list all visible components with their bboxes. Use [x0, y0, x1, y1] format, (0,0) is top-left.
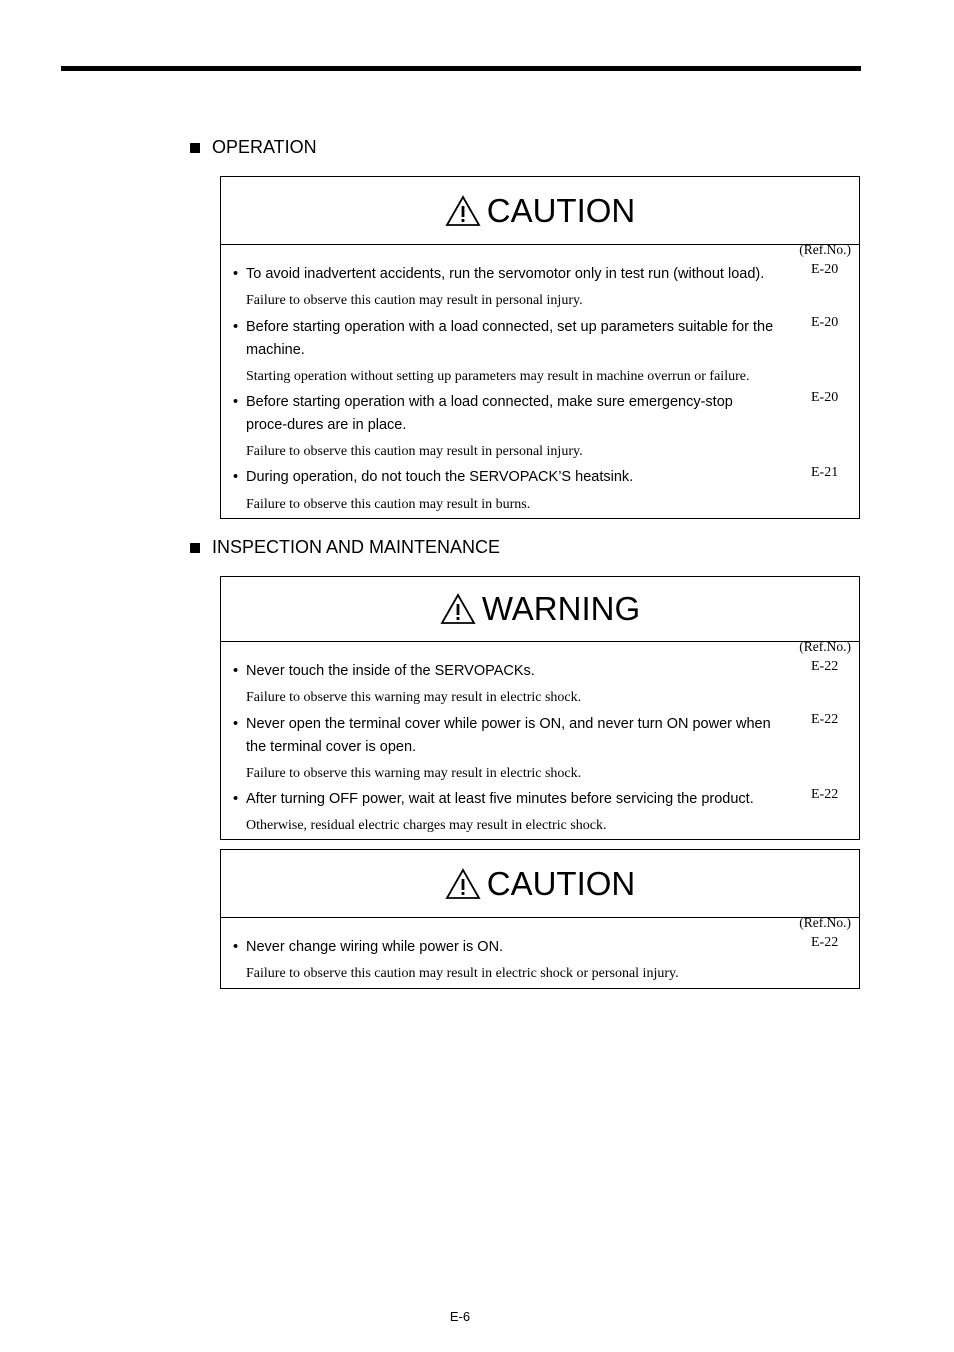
box-header: [221, 577, 859, 642]
item-note: Failure to observe this caution may result in electric shock or personal injury.: [246, 966, 679, 981]
ref-no-label: (Ref.No.): [799, 915, 851, 930]
item-text: To avoid inadvertent accidents, run the servomotor only in test run (without load).: [246, 266, 765, 282]
item-note: Failure to observe this warning may result in electric shock.: [246, 766, 582, 781]
item-text: Before starting operation with a load connected, set up parameters suitable for the machine.: [246, 319, 774, 358]
item-text: Never change wiring while power is ON.: [246, 939, 504, 955]
item-note: Otherwise, residual electric charges may result in electric shock.: [246, 818, 607, 833]
item-text: Before starting operation with a load connected, make sure emergency-stop proce-dures are in place.: [246, 394, 733, 433]
square-bullet-icon: [190, 543, 200, 553]
bullet-icon: •: [233, 394, 239, 410]
item-text: After turning OFF power, wait at least five minutes before servicing the product.: [246, 791, 754, 807]
section-heading-operation: [190, 137, 317, 158]
bullet-icon: •: [233, 791, 239, 807]
item-note: Failure to observe this warning may result in electric shock.: [246, 690, 582, 705]
item-text: During operation, do not touch the SERVOPACK’S heatsink.: [246, 469, 634, 485]
item-note: Failure to observe this caution may result in personal injury.: [246, 293, 583, 308]
item-text: Never open the terminal cover while power is ON, and never turn ON power when the terminal cover is open.: [246, 716, 771, 755]
section-heading-text: OPERATION: [212, 137, 317, 157]
bullet-icon: •: [233, 716, 239, 732]
item-ref: E-20: [811, 315, 839, 330]
warning-triangle-icon: [445, 868, 481, 900]
bullet-icon: •: [233, 469, 239, 485]
item-note: Failure to observe this caution may result in personal injury.: [246, 444, 583, 459]
top-rule: [61, 66, 861, 71]
item-ref: E-22: [811, 787, 839, 802]
item-ref: E-22: [811, 659, 839, 674]
item-text: Never touch the inside of the SERVOPACKs.: [246, 663, 535, 679]
section-heading-text: INSPECTION AND MAINTENANCE: [212, 537, 501, 557]
ref-no-label: (Ref.No.): [799, 242, 851, 257]
item-ref: E-20: [811, 390, 839, 405]
item-ref: E-22: [811, 935, 839, 950]
bullet-icon: •: [233, 319, 239, 335]
bullet-icon: •: [233, 663, 239, 679]
caution-box: [220, 849, 860, 989]
item-ref: E-20: [811, 262, 839, 277]
warning-triangle-icon: [445, 195, 481, 227]
item-note: Starting operation without setting up parameters may result in machine overrun or failure.: [246, 369, 750, 384]
bullet-icon: •: [233, 939, 239, 955]
box-title: CAUTION: [486, 864, 636, 902]
box-title: WARNING: [481, 590, 641, 627]
bullet-icon: •: [233, 266, 239, 282]
section-heading-inspection: [190, 537, 500, 558]
item-ref: E-22: [811, 712, 839, 727]
box-title: CAUTION: [486, 191, 636, 229]
caution-box: [220, 176, 860, 519]
item-note: Failure to observe this caution may result in burns.: [246, 497, 531, 512]
warning-box: [220, 576, 860, 840]
page-number: E-6: [449, 1309, 471, 1324]
ref-no-label: (Ref.No.): [799, 639, 851, 654]
box-header: [221, 177, 859, 245]
warning-triangle-icon: [440, 593, 476, 625]
square-bullet-icon: [190, 143, 200, 153]
item-ref: E-21: [811, 465, 839, 480]
box-header: [221, 850, 859, 918]
